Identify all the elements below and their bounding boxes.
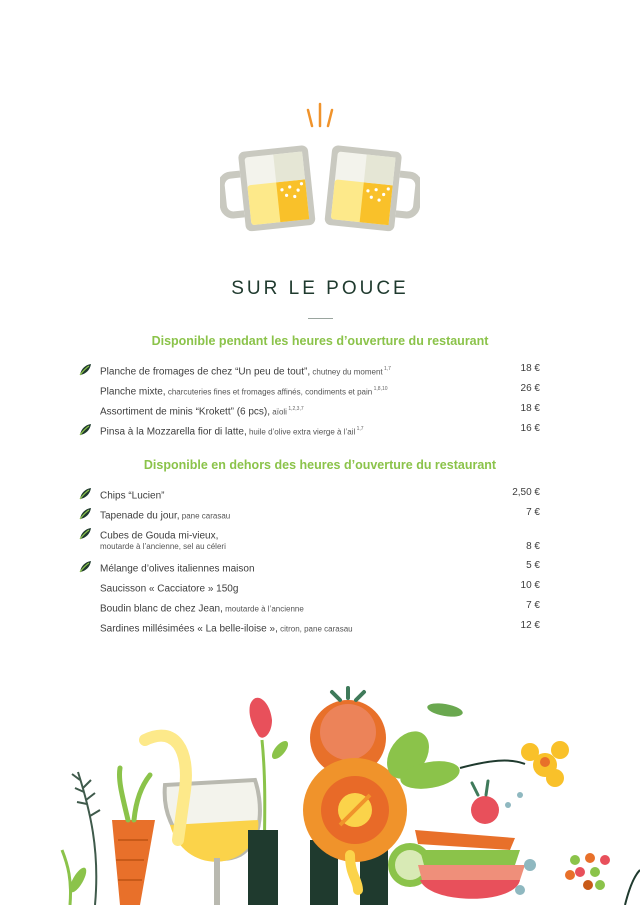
item-name-line: [100, 619, 353, 636]
item-name: Sardines millésimées « La belle-iloise »,: [100, 623, 278, 635]
item-allergens: 1,7: [355, 426, 364, 432]
item-allergens: 1,7: [382, 366, 391, 372]
section-heading: Disponible en dehors des heures d’ouverture du restaurant: [143, 458, 497, 472]
item-allergens: 1,8,10: [372, 386, 388, 392]
menu-item: [78, 526, 540, 554]
item-price: 8 €: [526, 541, 540, 552]
item-description: aïoli: [270, 407, 287, 417]
item-description: moutarde à l’ancienne: [222, 604, 304, 614]
item-description: huile d’olive extra vierge à l’ail: [246, 427, 356, 437]
item-name: Cubes de Gouda mi-vieux,: [100, 530, 219, 542]
item-description: pane carasau: [179, 511, 231, 521]
item-name: Chips “Lucien”: [100, 490, 165, 502]
beer-mugs-cheers-icon: [220, 100, 420, 240]
item-price: 2,50 €: [512, 487, 540, 498]
item-allergens: 1,2,3,7: [286, 406, 304, 412]
item-description: citron, pane carasau: [277, 624, 353, 634]
item-name-line: [100, 559, 255, 576]
item-price: 18 €: [520, 403, 540, 414]
item-name-line: [100, 362, 391, 379]
item-name: Planche de fromages de chez “Un peu de tout”,: [100, 366, 311, 378]
item-name: Boudin blanc de chez Jean,: [100, 603, 223, 615]
item-name: Assortiment de minis “Krokett” (6 pcs),: [100, 406, 271, 418]
leaf-icon: [78, 527, 92, 540]
item-description: chutney du moment: [310, 367, 383, 377]
item-name: Saucisson « Cacciatore » 150g: [100, 583, 239, 595]
item-name: Planche mixte,: [100, 386, 166, 398]
item-name: Tapenade du jour,: [100, 510, 180, 522]
leaf-icon: [78, 423, 92, 436]
leaf-icon: [78, 363, 92, 376]
item-price: 5 €: [526, 560, 540, 571]
item-name-line: [100, 506, 230, 523]
item-price: 12 €: [520, 620, 540, 631]
item-price: 16 €: [520, 423, 540, 434]
item-price: 7 €: [526, 507, 540, 518]
item-price: 10 €: [520, 580, 540, 591]
item-description: charcuteries fines et fromages affinés, condiments et pain: [165, 387, 373, 397]
item-name-line: [100, 486, 164, 503]
page-title: SUR LE POUCE: [231, 278, 409, 299]
leaf-icon: [78, 487, 92, 500]
item-name-line: [100, 599, 304, 616]
food-illustration-banner: [0, 680, 640, 905]
leaf-icon: [78, 507, 92, 520]
item-name-line: [100, 402, 304, 419]
leaf-icon: [78, 560, 92, 573]
item-name: Pinsa à la Mozzarella fior di latte,: [100, 426, 247, 438]
item-name-line: [100, 382, 388, 399]
item-price: 26 €: [520, 383, 540, 394]
item-name: Mélange d’olives italiennes maison: [100, 563, 255, 575]
section-heading: Disponible pendant les heures d’ouverture du restaurant: [151, 334, 489, 348]
item-name-line: [100, 422, 364, 439]
item-price: 18 €: [520, 363, 540, 374]
item-name-line: [100, 579, 238, 596]
title-divider: [308, 318, 333, 319]
item-description-line2: moutarde à l’ancienne, sel au céleri: [100, 542, 226, 551]
item-price: 7 €: [526, 600, 540, 611]
